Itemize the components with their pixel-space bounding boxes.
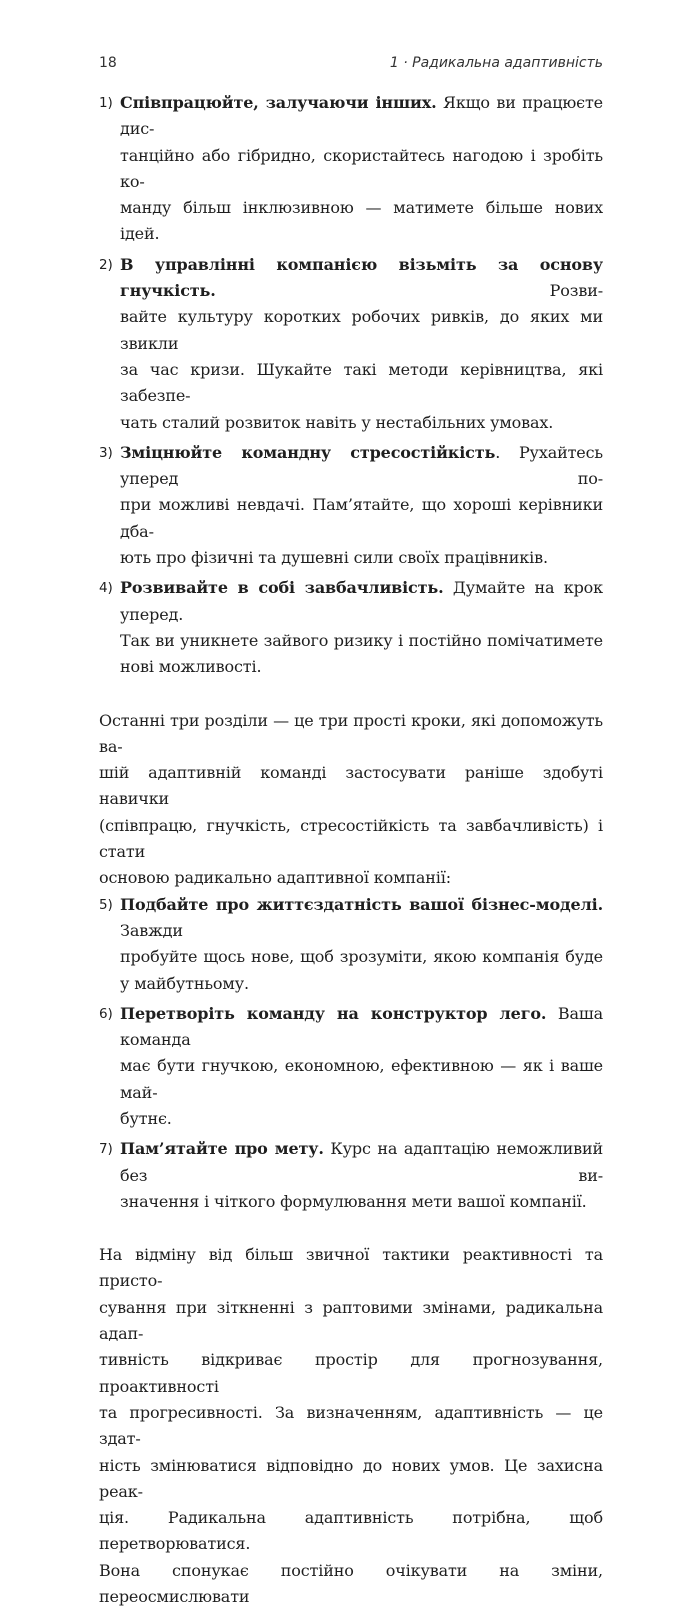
text-line: нові можливості. [120, 657, 262, 677]
text-line: Розвивайте в собі завбачливість. Думайте на крок уперед. [120, 578, 603, 624]
text-line: чать сталий розвиток навіть у нестабільних умовах. [120, 412, 554, 432]
text-line: танційно або гібридно, скористайтесь нагодою і зробіть ко- [120, 145, 603, 191]
text-line: сування при зіткненні з раптовими змінами, радикальна адап- [99, 1297, 603, 1344]
list-item-6 [99, 1001, 603, 1132]
list-item-1 [99, 90, 603, 248]
item-heading: Пам’ятайте про мету. [120, 1139, 324, 1159]
list-item-4 [99, 575, 603, 680]
text-line: основою радикально адаптивної компанії: [99, 868, 451, 888]
text-line: ція. Радикальна адаптивність потрібна, щоб перетворюватися. [99, 1508, 603, 1554]
text-line: має бути гнучкою, економною, ефективною — як і ваше май- [120, 1056, 603, 1102]
list-number: 2) [99, 256, 113, 273]
text-line: Перетворіть команду на конструктор лего. Ваша команда [120, 1003, 603, 1050]
page-number: 18 [99, 55, 117, 71]
page-header [99, 55, 603, 71]
text-line: ність змінюватися відповідно до нових умов. Це захисна реак- [99, 1455, 603, 1501]
text-line: вайте культуру коротких робочих ривків, до яких ми звикли [120, 307, 603, 353]
text-line: тивність відкриває простір для прогнозування, проактивності [99, 1350, 603, 1396]
text-line: шій адаптивній команді застосувати раніше здобуті навички [99, 763, 603, 809]
item-heading: Співпрацюйте, залучаючи інших. [120, 93, 437, 112]
list-number: 4) [99, 580, 113, 597]
list-number: 3) [99, 444, 113, 461]
text-line: ють про фізичні та душевні сили своїх працівників. [120, 548, 548, 568]
text-line: бутнє. [120, 1108, 172, 1128]
list-number: 6) [99, 1005, 113, 1022]
text-line: В управлінні компанією візьміть за основу гнучкість. Розви- [120, 254, 603, 301]
item-heading: Зміцнюйте командну стресостійкість [120, 442, 496, 462]
text-line: за час кризи. Шукайте такі методи керівництва, які забезпе- [120, 359, 603, 406]
item-heading: Перетворіть команду на конструктор лего. [120, 1003, 547, 1023]
list-item-2 [99, 252, 603, 436]
paragraph-1 [99, 708, 603, 892]
text-line: у майбутньому. [120, 973, 249, 993]
text-line: Зміцнюйте командну стресостійкість. Рухайтесь уперед по- [120, 442, 603, 489]
text-line: при можливі невдачі. Пам’ятайте, що хороші керівники дба- [120, 495, 603, 541]
item-heading: Подбайте про життєздатність вашої бізнес-моделі. [120, 894, 603, 914]
running-title: 1 · Радикальна адаптивність [389, 55, 603, 71]
text-line: та прогресивності. За визначенням, адаптивність — це здат- [99, 1402, 603, 1449]
text-line: значення і чіткого формулювання мети вашої компанії. [120, 1191, 587, 1211]
text-line: На відміну від більш звичної тактики реактивності та присто- [99, 1245, 603, 1291]
text-line: Пам’ятайте про мету. Курс на адаптацію неможливий без ви- [120, 1139, 603, 1185]
list-number: 7) [99, 1141, 113, 1158]
list-item-7 [99, 1136, 603, 1215]
list-item-5 [99, 892, 603, 997]
text-line: (співпрацю, гнучкість, стресостійкість та завбачливість) і стати [99, 815, 603, 862]
text-line: пробуйте щось нове, щоб зрозуміти, якою компанія буде [120, 947, 603, 967]
text-line: Вона спонукає постійно очікувати на зміни, переосмислювати [99, 1560, 603, 1607]
text-line: Так ви уникнете зайвого ризику і постійно помічатимете [120, 630, 603, 650]
list-number: 5) [99, 896, 113, 913]
text-line: манду більш інклюзивною — матимете більше нових ідей. [120, 198, 603, 244]
page-body [99, 90, 603, 1610]
list-number: 1) [99, 95, 113, 111]
text-line: Подбайте про життєздатність вашої бізнес-моделі. Завжди [120, 894, 603, 940]
item-heading: Розвивайте в собі завбачливість. [120, 578, 444, 598]
text-line: Співпрацюйте, залучаючи інших. Якщо ви працюєте дис- [120, 93, 603, 139]
item-heading: В управлінні компанією візьміть за основу гнучкість. [120, 254, 603, 301]
paragraph-2 [99, 1242, 603, 1610]
list-item-3 [99, 440, 603, 571]
text-line: Останні три розділи — це три прості кроки, які допоможуть ва- [99, 710, 603, 756]
